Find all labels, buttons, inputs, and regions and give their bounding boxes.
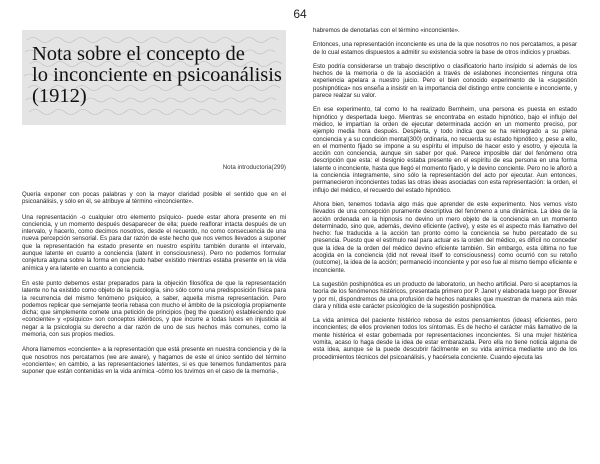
paragraph: En ese experimento, tal como lo ha realizado Bernheim, una persona es puesta en estado hipnótico y despertada luego. Mientras se encontraba en estado hipnótico, bajo el influjo del médico, le impartían la orden de ejecutar determinada acción en un momento preciso, por ejemplo media hora después. Despierta, y todo indica que se ha reintegrado a su plena conciencia y a su condición mental(300) ordinaria, no recuerda su estado hipnótico y, pese a ello, en el momento fijado se impone a su espíritu el impulso de hacer esto y esotro, y ejecuta la acción con conciencia, aunque sin saber por qué. Parece imposible dar del fenómeno otra descripción que esta: el designio estaba presente en el espíritu de esa persona en una forma latente o inconciente, hasta que llegó el momento fijado, y le devino conciente. Pero no le afloró a la conciencia íntegramente, sino sólo la representación del acto por ejecutar. Aun entonces, permanecieron inconcientes todas las otras ideas asociadas con esta representación: la orden, el influjo del médico, el recuerdo del estado hipnótico. [313, 106, 577, 194]
title-line-2: lo inconciente en psicoanálisis [32, 64, 282, 86]
paragraph: Ahora bien, tenemos todavía algo más que aprender de este experimento. Nos vemos visto llevados de una concepción puramente descriptiva del fenómeno a una dinámica. La idea de la acción ordenada en la hipnosis no devino un mero objeto de la conciencia en un momento determinado, sino que, además, devino eficiente (active), y este es el aspecto más llamativo del hecho: fue traducida a la acción tan pronto como la conciencia se hubo percatado de su presencia. Puesto que el estímulo real para actuar es la orden del médico, es difícil no conceder que la idea de la orden del médico devino eficiente también. Sin embargo, esta última no fue acogida en la conciencia (did not reveal itself to consciousness) como ocurrió con su retoño (outcome), la idea de la acción; permaneció inconciente y por eso fue al mismo tiempo eficiente e inconciente. [313, 200, 577, 274]
title-line-1: Nota sobre el concepto de [32, 43, 245, 65]
title-year: (1912) [32, 85, 87, 107]
paragraph: En este punto debemos estar preparados para la objeción filosófica de que la representación latente no ha existido como objeto de la psicología, sino sólo como una predisposición física para la recurrencia del mismo fenómeno psíquico, a saber, aquella misma representación. Pero podemos replicar que semejante teoría rebasa con mucho el ámbito de la psicología propiamente dicha; que simplemente comete una petición de principios (beg the question) estableciendo que «conciente» y «psíquico» son conceptos idénticos, y que incurre a todas luces en injusticia al negar a la psicología su derecho a dar razón de uno de sus hechos más comunes, como la memoria, con sus propios medios. [22, 279, 286, 339]
paragraph: Quería exponer con pocas palabras y con la mayor claridad posible el sentido que en el psicoanálisis, y sólo en él, se atribuye al término «inconciente». [22, 191, 286, 206]
left-text-column [22, 191, 286, 384]
paragraph: habremos de denotarlas con el término «inconciente». [313, 27, 460, 34]
intro-note-link[interactable]: Nota introductoria(299) [222, 164, 286, 171]
paragraph: Esto podría considerarse un trabajo descriptivo o clasificatorio harto insípido si además de los hechos de la memoria o de la asociación a través de eslabones inconcientes ninguna otra experiencia apelara a nuestro juicio. Pero el bien conocido experimento de la «sugestión poshipnótica» nos enseña a insistir en la importancia del distingo entre conciente e inconciente, y parece realzar su valor. [313, 62, 577, 100]
paragraph: La vida anímica del paciente histérico rebosa de estos pensamientos (ideas) eficientes, pero inconcientes; de ellos provienen todos los síntomas. Es de hecho el carácter más llamativo de la mente histérica el estar gobernada por representaciones inconcientes. Si una mujer histérica vomita, acaso lo haga desde la idea de estar embarazada. Pero ella no tiene noticia alguna de esta idea, aunque se la puede descubrir fácilmente en su vida anímica mediante uno de los procedimientos técnicos del psicoanálisis, y hacérsela conciente. Cuando ejecuta las [313, 317, 577, 361]
paragraph: Ahora llamemos «conciente» a la representación que está presente en nuestra conciencia y de la que nosotros nos percatamos (we are aware), y hagamos de este el único sentido del término «conciente»; en cambio, a las representaciones latentes, si es que tenemos fundamentos para suponer que están contenidas en la vida anímica -cómo los tuvimos en el caso de la memoria-, [22, 346, 286, 376]
chapter-title [32, 44, 282, 107]
page-number: 64 [293, 7, 307, 21]
title-banner [22, 30, 286, 125]
paragraph: La sugestión poshipnótica es un producto de laboratorio, un hecho artificial. Pero si aceptamos la teoría de los fenómenos histéricos, presentada primero por P. Janet y elaborada luego por Breuer y por mí, dispondremos de una profusión de hechos naturales que muestran de manera aún más clara y nítida este carácter psicológico de la sugestión poshipnótica. [313, 280, 577, 310]
right-text-column [313, 27, 577, 368]
paragraph: Una representación -o cualquier otro elemento psíquico- puede estar ahora presente en mi conciencia, y un momento después desaparecer de ella; puede reaflorar intacta después de un intervalo, y hacerlo, como decimos nosotros, desde el recuerdo, no como consecuencia de una nueva percepción sensorial. Es para dar razón de este hecho que nos vemos llevados a suponer que la representación ha estado presente en nuestro espíritu también durante el intervalo, aunque latente en cuanto a conciencia (latent in consciousness). Pero no podemos formular conjetura alguna sobre la forma en que pudo haber existido mientras estaba presente en la vida anímica y era latente en cuanto a conciencia. [22, 213, 286, 272]
paragraph: Entonces, una representación inconciente es una de la que nosotros no nos percatamos, a pesar de lo cual estamos dispuestos a admitir su existencia sobre la base de otros indicios y pruebas. [313, 41, 577, 56]
